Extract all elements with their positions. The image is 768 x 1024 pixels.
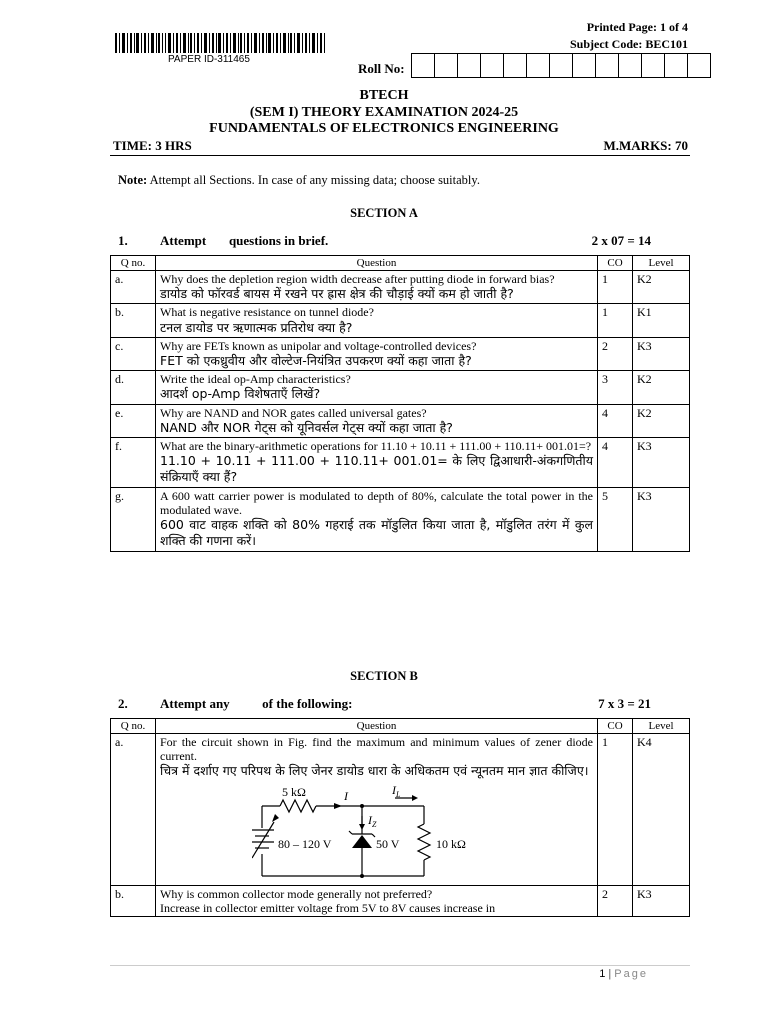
note-text: Attempt all Sections. In case of any missing data; choose suitably. — [149, 173, 480, 187]
table-header-row — [111, 256, 690, 271]
table-row — [111, 271, 690, 304]
note-label: Note: — [118, 173, 148, 187]
q-co: 1 — [598, 734, 633, 886]
q-text — [156, 487, 598, 551]
table-row — [111, 371, 690, 404]
paper-id: PAPER ID-311465 — [168, 54, 250, 65]
q-hindi: NAND और NOR गेट्स को यूनिवर्सल गेट्स क्यों कहा जाता है? — [160, 419, 453, 435]
page-footer — [599, 968, 648, 980]
section-b-title: SECTION B — [350, 669, 418, 683]
q-level: K3 — [633, 438, 690, 488]
q-text — [156, 337, 598, 370]
q-no: c. — [111, 337, 156, 370]
section-a-table — [110, 255, 690, 552]
q-english: What is negative resistance on tunnel diode? — [160, 305, 374, 320]
circuit-r1-label: 5 kΩ — [282, 785, 306, 799]
subject-code: Subject Code: BEC101 — [569, 37, 688, 51]
table-row — [111, 438, 690, 488]
header-qno: Q no. — [111, 256, 156, 271]
q-hindi: FET को एकध्रुवीय और वोल्टेज-नियंत्रित उपकरण क्यों कहा जाता है? — [160, 352, 472, 368]
q-co: 1 — [598, 304, 633, 337]
q-hindi: टनल डायोड पर ऋणात्मक प्रतिरोध क्या है? — [160, 319, 353, 335]
circuit-zener-label: 50 V — [376, 836, 400, 851]
q-co: 4 — [598, 438, 633, 488]
roll-no-label: Roll No: — [358, 61, 405, 76]
q-level: K4 — [633, 734, 690, 886]
q-text — [156, 734, 598, 886]
q-no: b. — [111, 885, 156, 916]
header-level: Level — [633, 719, 690, 734]
q-english: Why are NAND and NOR gates called universal gates? — [160, 405, 427, 420]
section-a-marks: 2 x 07 = 14 — [591, 233, 651, 248]
roll-digit-box — [412, 54, 435, 77]
q-hindi: डायोड को फॉरवर्ड बायस में रखने पर ह्रास क्षेत्र की चौड़ाई क्यों कम हो जाती है? — [160, 286, 514, 302]
q-text — [156, 304, 598, 337]
roll-digit-box — [573, 54, 596, 77]
q-no: e. — [111, 404, 156, 437]
roll-digit-box — [619, 54, 642, 77]
q-no: f. — [111, 438, 156, 488]
q-english: What are the binary-arithmetic operations for 11.10 + 10.11 + 111.00 + 110.11+ 001.01=? — [160, 439, 592, 454]
footer-rule — [110, 965, 690, 966]
circuit-source-label: 80 – 120 V — [278, 836, 332, 851]
circuit-il-main: I — [392, 785, 396, 797]
q-level: K3 — [633, 337, 690, 370]
circuit-i-label: I — [344, 788, 348, 803]
section-b-marks: 7 x 3 = 21 — [598, 696, 651, 711]
table-row — [111, 885, 690, 916]
roll-digit-box — [435, 54, 458, 77]
section-a-title: SECTION A — [350, 206, 418, 220]
roll-digit-box — [458, 54, 481, 77]
q-english: Why does the depletion region width decrease after putting diode in forward bias? — [160, 272, 555, 286]
q-hindi: 11.10 + 10.11 + 111.00 + 110.11+ 001.01= के लिए द्विआधारी-अंकगणितीय संक्रियाएँ क्या हैं? — [160, 453, 593, 485]
roll-digit-box — [665, 54, 688, 77]
table-row — [111, 487, 690, 551]
q-co: 4 — [598, 404, 633, 437]
q-text — [156, 885, 598, 916]
header-rule — [110, 155, 690, 156]
circuit-iz-main: I — [368, 812, 372, 827]
table-row — [111, 404, 690, 437]
q-text — [156, 404, 598, 437]
header-co: CO — [598, 719, 633, 734]
exam-program: BTECH — [359, 88, 409, 103]
table-row — [111, 734, 690, 886]
section-b-table — [110, 718, 690, 917]
table-row — [111, 304, 690, 337]
q-hindi: चित्र में दर्शाए गए परिपथ के लिए जेनर डायोड धारा के अधिकतम एवं न्यूनतम मान ज्ञात कीजिए। — [160, 763, 589, 779]
section-a-number: 1. — [118, 233, 128, 248]
page-number: 1 — [599, 968, 606, 980]
q-co: 2 — [598, 337, 633, 370]
q-no: a. — [111, 271, 156, 304]
printed-page: Printed Page: 1 of 4 — [586, 20, 688, 34]
q-level: K3 — [633, 885, 690, 916]
q-level: K1 — [633, 304, 690, 337]
q-no: b. — [111, 304, 156, 337]
circuit-il-label — [391, 786, 401, 799]
q-co: 1 — [598, 271, 633, 304]
q-no: g. — [111, 487, 156, 551]
q-english: For the circuit shown in Fig. find the maximum and minimum values of zener diode current. — [160, 735, 593, 764]
header-question: Question — [156, 256, 598, 271]
q-level: K3 — [633, 487, 690, 551]
header-question: Question — [156, 719, 598, 734]
header-qno: Q no. — [111, 719, 156, 734]
circuit-rl-label: 10 kΩ — [436, 836, 466, 851]
q-text — [156, 438, 598, 488]
q-level: K2 — [633, 371, 690, 404]
section-a-instruction: Attempt questions in brief. — [160, 233, 329, 248]
q-level: K2 — [633, 271, 690, 304]
note — [118, 173, 480, 188]
roll-digit-box — [596, 54, 619, 77]
circuit-iz-label — [367, 813, 377, 829]
q-hindi: 600 वाट वाहक शक्ति को 80% गहराई तक मॉडुलित किया जाता है, मॉडुलित तरंग में कुल शक्ति की गणना करें। — [160, 517, 593, 549]
roll-digit-box — [642, 54, 665, 77]
roll-digit-box — [527, 54, 550, 77]
exam-time: TIME: 3 HRS — [113, 138, 192, 153]
q-english-2: Increase in collector emitter voltage from 5V to 8V causes increase in — [160, 900, 496, 915]
q-english: Why are FETs known as unipolar and voltage-controlled devices? — [160, 338, 477, 353]
q-english: A 600 watt carrier power is modulated to depth of 80%, calculate the total power in the modulated wave. — [160, 488, 593, 517]
q-co: 3 — [598, 371, 633, 404]
roll-digit-box — [504, 54, 527, 77]
q-no: a. — [111, 734, 156, 886]
circuit-il-sub: L — [396, 789, 401, 799]
exam-subject: FUNDAMENTALS OF ELECTRONICS ENGINEERING — [209, 121, 559, 136]
roll-digit-box — [550, 54, 573, 77]
zener-circuit-diagram — [252, 786, 492, 882]
header-level: Level — [633, 256, 690, 271]
roll-digit-box — [688, 54, 710, 77]
section-b-number: 2. — [118, 696, 128, 711]
roll-no-boxes — [411, 53, 711, 78]
page-separator: | — [608, 968, 612, 980]
q-text — [156, 271, 598, 304]
section-b-instruction: Attempt any of the following: — [160, 696, 353, 711]
q-no: d. — [111, 371, 156, 404]
q-co: 5 — [598, 487, 633, 551]
table-row — [111, 337, 690, 370]
barcode-image — [115, 33, 327, 53]
circuit-iz-sub: Z — [372, 819, 377, 829]
exam-title: (SEM I) THEORY EXAMINATION 2024-25 — [249, 105, 519, 120]
header-co: CO — [598, 256, 633, 271]
exam-marks: M.MARKS: 70 — [603, 138, 688, 153]
q-text — [156, 371, 598, 404]
q-hindi: आदर्श op-Amp विशेषताएँ लिखें? — [160, 386, 321, 402]
roll-digit-box — [481, 54, 504, 77]
q-co: 2 — [598, 885, 633, 916]
q-english: Why is common collector mode generally not preferred? — [160, 886, 433, 901]
q-english: Write the ideal op-Amp characteristics? — [160, 372, 351, 387]
q-level: K2 — [633, 404, 690, 437]
table-header-row — [111, 719, 690, 734]
page-word: Page — [614, 968, 648, 980]
